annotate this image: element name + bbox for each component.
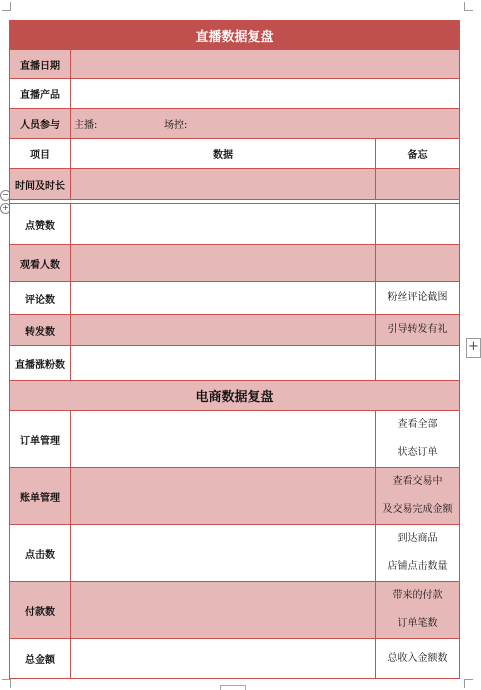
- data-cell[interactable]: [71, 582, 376, 639]
- add-row-icon[interactable]: +: [0, 203, 11, 214]
- live-product-label: 直播产品: [10, 79, 71, 109]
- note-line: 查看全部: [397, 419, 438, 430]
- live-date-cell[interactable]: [71, 50, 460, 79]
- note-line: 总收入金额数: [387, 652, 448, 664]
- note-cell[interactable]: [376, 204, 460, 245]
- page-bottom-tab[interactable]: [220, 685, 246, 690]
- data-cell[interactable]: [71, 204, 376, 245]
- row-label: 点赞数: [10, 204, 71, 245]
- note-line: 状态订单: [397, 447, 438, 458]
- row-label: 观看人数: [10, 245, 71, 282]
- note-cell[interactable]: 粉丝评论截图: [376, 282, 460, 315]
- data-cell[interactable]: [71, 639, 376, 679]
- row-label: 订单管理: [10, 411, 71, 468]
- ecom-review-title: 电商数据复盘: [10, 381, 460, 411]
- note-cell[interactable]: 引导转发有礼: [376, 315, 460, 346]
- row-label: 评论数: [10, 282, 71, 315]
- row-label: 总金额: [10, 639, 71, 679]
- data-cell[interactable]: [71, 525, 376, 582]
- page-corner-mark: [2, 679, 11, 688]
- row-label: 点击数: [10, 525, 71, 582]
- live-product-cell[interactable]: [71, 79, 460, 109]
- note-line: 带来的付款: [392, 590, 443, 601]
- data-cell[interactable]: [71, 245, 376, 282]
- column-header-data: 数据: [71, 139, 376, 169]
- note-line: 及交易完成金额: [382, 504, 453, 515]
- note-line: 到达商品: [397, 533, 438, 544]
- row-label: 付款数: [10, 582, 71, 639]
- page-corner-mark: [464, 2, 473, 11]
- data-cell[interactable]: [71, 468, 376, 525]
- data-cell[interactable]: [71, 346, 376, 381]
- column-header-item: 项目: [10, 139, 71, 169]
- note-cell[interactable]: [376, 525, 460, 582]
- page-corner-mark: [2, 2, 11, 11]
- row-label: 转发数: [10, 315, 71, 346]
- live-date-label: 直播日期: [10, 50, 71, 79]
- data-cell[interactable]: [71, 411, 376, 468]
- row-label: 账单管理: [10, 468, 71, 525]
- data-cell[interactable]: [71, 169, 376, 200]
- live-review-title: 直播数据复盘: [10, 21, 460, 50]
- note-line: 订单笔数: [397, 618, 438, 629]
- note-cell[interactable]: [376, 468, 460, 525]
- note-line: 查看交易中: [392, 476, 443, 487]
- note-cell[interactable]: [376, 245, 460, 282]
- row-label: 直播涨粉数: [10, 346, 71, 381]
- note-cell[interactable]: [376, 169, 460, 200]
- host-label: 主播:: [74, 120, 98, 131]
- add-column-icon[interactable]: +: [466, 338, 481, 358]
- data-cell[interactable]: [71, 315, 376, 346]
- note-cell[interactable]: [376, 639, 460, 679]
- column-header-note: 备忘: [376, 139, 460, 169]
- staff-cell[interactable]: [71, 109, 460, 139]
- review-table: [9, 20, 460, 679]
- row-label: 时间及时长: [10, 169, 71, 200]
- page-corner-mark: [464, 679, 473, 688]
- note-cell[interactable]: [376, 411, 460, 468]
- note-cell[interactable]: [376, 582, 460, 639]
- data-cell[interactable]: [71, 282, 376, 315]
- note-cell[interactable]: [376, 346, 460, 381]
- control-label: 场控:: [164, 120, 188, 131]
- remove-row-icon[interactable]: −: [0, 190, 11, 201]
- note-line: 店铺点击数量: [387, 561, 448, 572]
- staff-label: 人员参与: [10, 109, 71, 139]
